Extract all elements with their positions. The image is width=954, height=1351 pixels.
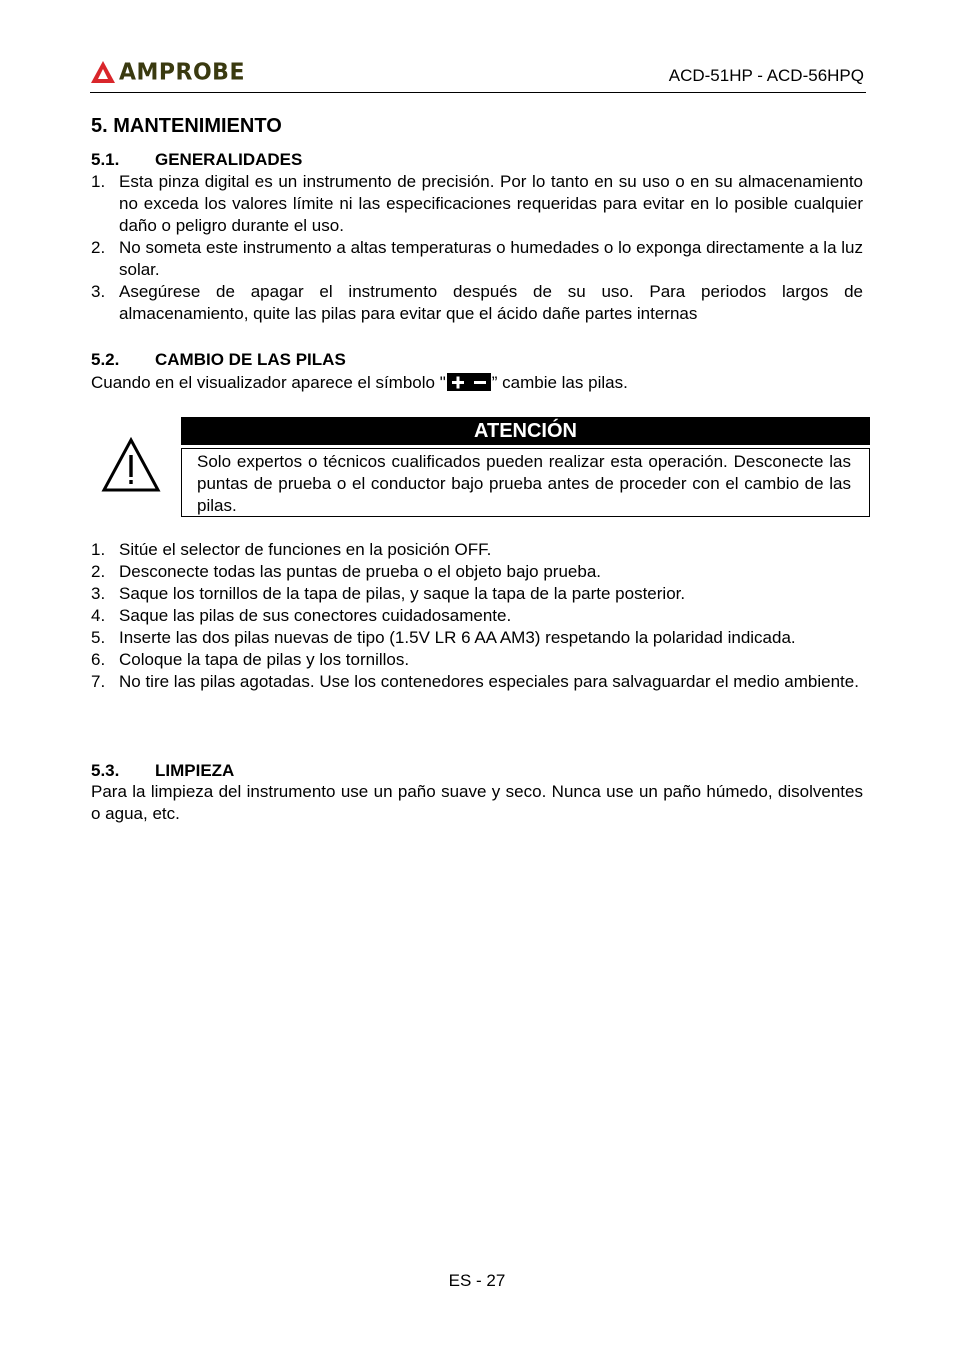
subsection-title: CAMBIO DE LAS PILAS	[155, 350, 346, 369]
list-item	[91, 561, 863, 583]
subsection-title: LIMPIEZA	[155, 761, 235, 780]
item-number: 2.	[91, 238, 106, 257]
list-item	[91, 605, 863, 627]
warning-triangle-icon	[101, 437, 161, 493]
list-item	[91, 649, 863, 671]
item-number: 3.	[91, 282, 106, 301]
page-number: ES - 27	[448, 1271, 506, 1290]
item-number: 5.	[91, 628, 106, 647]
item-number: 7.	[91, 672, 106, 691]
item-number: 2.	[91, 562, 106, 581]
section-title: 5. MANTENIMIENTO	[91, 115, 282, 137]
subsection-heading-limpieza	[91, 761, 234, 781]
attention-heading: ATENCIÓN	[181, 417, 870, 445]
generalidades-list	[91, 171, 863, 325]
subsection-heading-generalidades	[91, 150, 302, 170]
item-text: Inserte las dos pilas nuevas de tipo (1.5V LR 6 AA AM3) respetando la polaridad indicada.	[119, 628, 796, 647]
subsection-heading-pilas	[91, 350, 346, 370]
item-number: 3.	[91, 584, 106, 603]
item-text: Sitúe el selector de funciones en la posición OFF.	[119, 540, 492, 559]
list-item	[91, 171, 863, 237]
pilas-intro	[91, 372, 863, 394]
list-item	[91, 627, 863, 649]
attention-box	[181, 448, 870, 517]
logo-text: AMPROBE	[119, 58, 245, 86]
item-text: Esta pinza digital es un instrumento de precisión. Por lo tanto en su uso o en su almacenamiento no exceda los valores límite ni las especificaciones requeridas para evitar en lo posible cualquier daño o peligro durante el uso.	[119, 172, 863, 235]
item-text: No someta este instrumento a altas temperaturas o humedades o lo exponga directamente a la luz solar.	[119, 238, 863, 279]
page-header	[90, 56, 866, 93]
subsection-number: 5.1.	[91, 150, 120, 169]
list-item	[91, 583, 863, 605]
battery-icon	[447, 373, 491, 391]
list-item	[91, 539, 863, 561]
model-number: ACD-51HP - ACD-56HPQ	[668, 66, 864, 85]
subsection-number: 5.2.	[91, 350, 120, 369]
list-item	[91, 281, 863, 325]
item-number: 6.	[91, 650, 106, 669]
subsection-title: GENERALIDADES	[155, 150, 303, 169]
item-text: Saque los tornillos de la tapa de pilas, y saque la tapa de la parte posterior.	[119, 584, 686, 603]
pilas-steps-list	[91, 539, 863, 693]
attention-text: Solo expertos o técnicos cualificados pueden realizar esta operación. Desconecte las puntas de prueba o el conductor bajo prueba antes de proceder con el cambio de las pilas.	[197, 452, 851, 515]
subsection-number: 5.3.	[91, 761, 120, 780]
intro-text-before: Cuando en el visualizador aparece el símbolo "	[91, 373, 446, 392]
amprobe-logo	[90, 58, 245, 86]
limpieza-text: Para la limpieza del instrumento use un paño suave y seco. Nunca use un paño húmedo, disolventes o agua, etc.	[91, 782, 863, 823]
logo-triangle-icon	[90, 60, 116, 84]
list-item	[91, 671, 863, 693]
item-text: No tire las pilas agotadas. Use los contenedores especiales para salvaguardar el medio ambiente.	[119, 672, 859, 691]
item-text: Coloque la tapa de pilas y los tornillos.	[119, 650, 410, 669]
item-text: Saque las pilas de sus conectores cuidadosamente.	[119, 606, 512, 625]
item-number: 1.	[91, 540, 106, 559]
intro-text-after: ” cambie las pilas.	[491, 373, 628, 392]
item-number: 4.	[91, 606, 106, 625]
item-number: 1.	[91, 172, 106, 191]
item-text: Asegúrese de apagar el instrumento después de su uso. Para periodos largos de almacenamiento, quite las pilas para evitar que el ácido dañe partes internas	[119, 282, 863, 323]
item-text: Desconecte todas las puntas de prueba o el objeto bajo prueba.	[119, 562, 602, 581]
list-item	[91, 237, 863, 281]
